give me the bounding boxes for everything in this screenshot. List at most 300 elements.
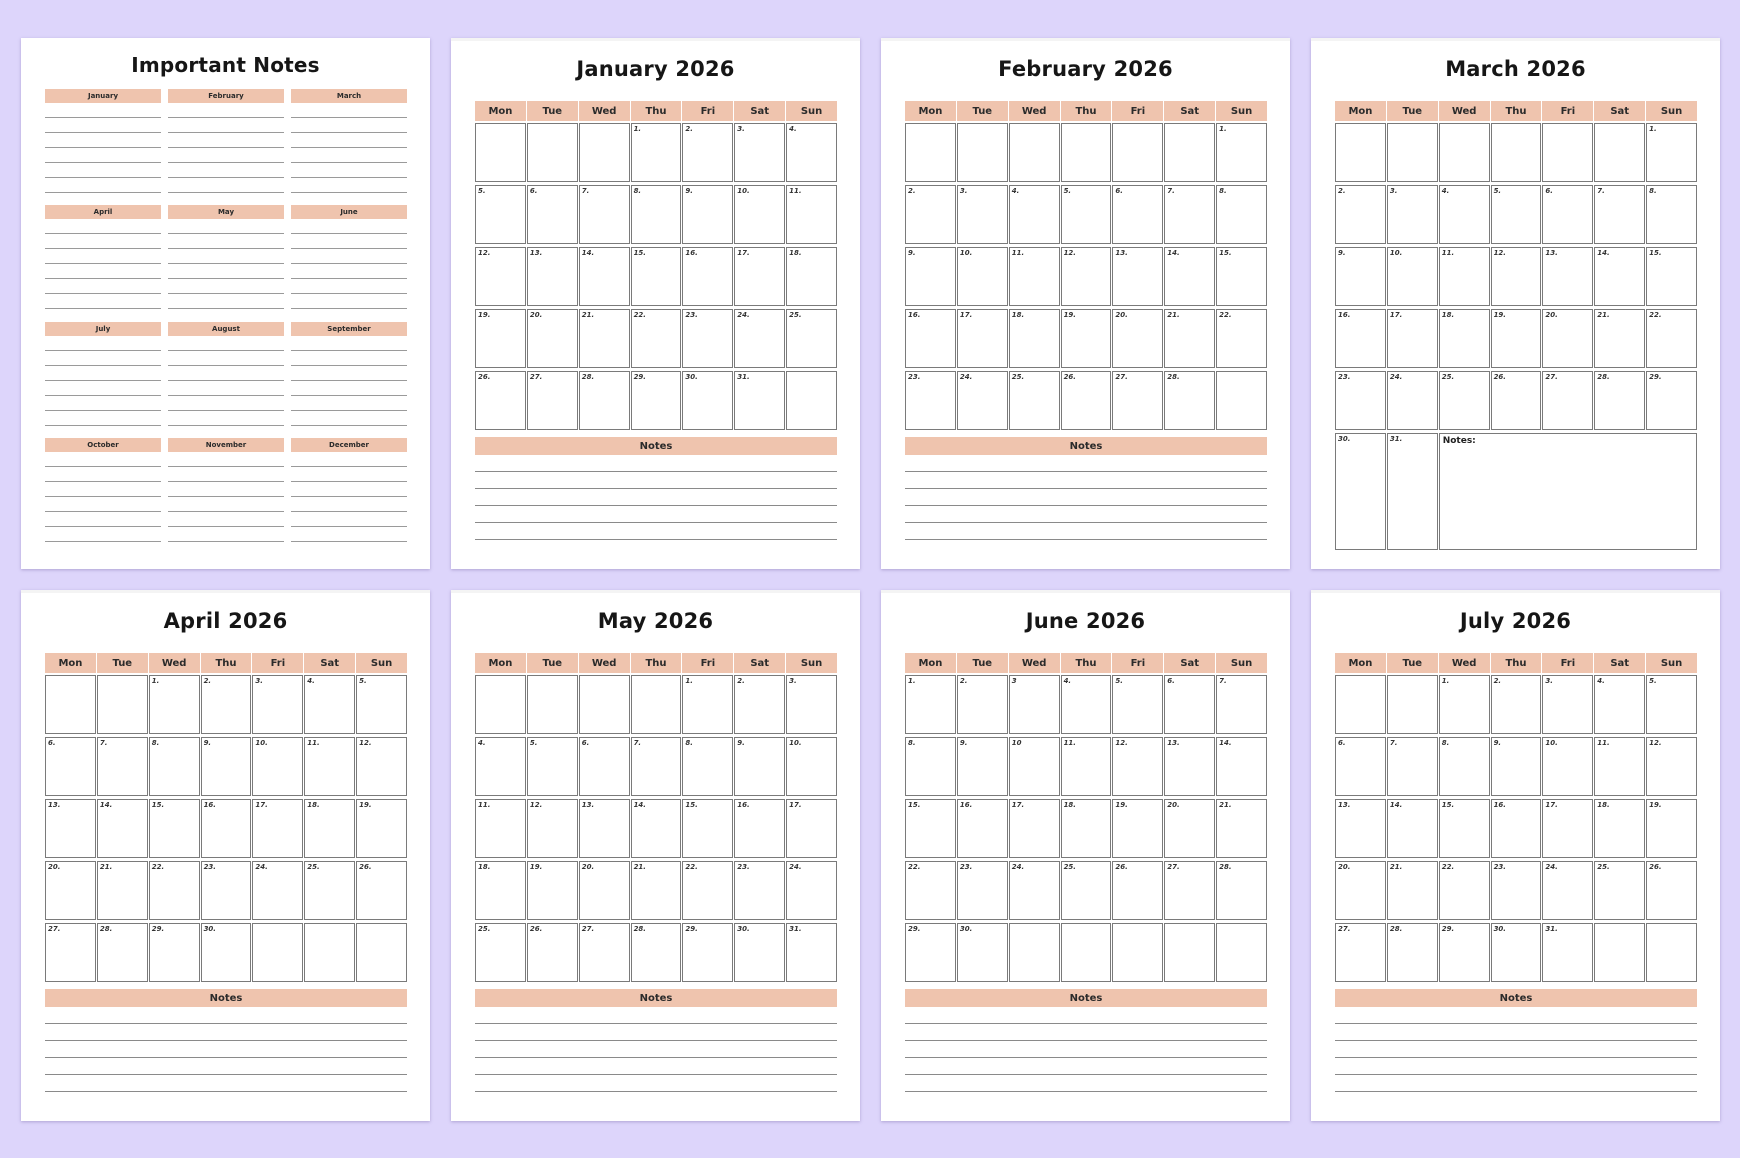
day-number: 29. bbox=[633, 373, 646, 381]
day-cell bbox=[1112, 861, 1163, 920]
day-cell bbox=[1387, 861, 1438, 920]
note-line bbox=[45, 1007, 407, 1024]
day-cell bbox=[475, 185, 526, 244]
day-number: 14. bbox=[1167, 249, 1180, 257]
day-cell bbox=[527, 737, 578, 796]
calendar-grid bbox=[905, 675, 1267, 982]
day-cell bbox=[45, 861, 96, 920]
day-number: 4. bbox=[1597, 677, 1605, 685]
weekday-header: Fri bbox=[682, 653, 733, 673]
day-cell bbox=[786, 247, 837, 306]
day-number: 19. bbox=[1115, 801, 1128, 809]
month-block-header: August bbox=[168, 322, 284, 336]
month-notes-block bbox=[168, 438, 284, 542]
weekday-header: Tue bbox=[957, 101, 1008, 121]
day-cell bbox=[682, 675, 733, 734]
weekday-header: Wed bbox=[1439, 101, 1490, 121]
note-line bbox=[291, 264, 407, 279]
note-line bbox=[45, 178, 161, 193]
day-number: 21. bbox=[1597, 311, 1610, 319]
day-cell bbox=[957, 247, 1008, 306]
weekday-header: Thu bbox=[631, 653, 682, 673]
day-cell bbox=[1112, 371, 1163, 430]
day-number: 16. bbox=[959, 801, 973, 809]
notes-lines bbox=[905, 1007, 1267, 1092]
day-number: 26. bbox=[1493, 373, 1506, 381]
day-cell bbox=[734, 123, 785, 182]
note-line bbox=[168, 279, 284, 294]
day-cell bbox=[304, 861, 355, 920]
month-block-header: May bbox=[168, 205, 284, 219]
day-cell bbox=[631, 737, 682, 796]
day-cell bbox=[1164, 247, 1215, 306]
day-number: 4. bbox=[1063, 677, 1072, 685]
day-cell bbox=[734, 923, 785, 982]
weekday-header: Mon bbox=[45, 653, 96, 673]
day-cell bbox=[905, 923, 956, 982]
day-number: 2. bbox=[959, 677, 968, 685]
day-cell bbox=[1061, 675, 1112, 734]
day-cell bbox=[1335, 433, 1386, 550]
day-cell bbox=[905, 861, 956, 920]
day-number: 28. bbox=[1389, 925, 1403, 933]
note-line bbox=[475, 523, 837, 540]
day-cell bbox=[905, 123, 956, 182]
note-line bbox=[45, 219, 161, 234]
day-cell bbox=[957, 675, 1008, 734]
day-cell bbox=[579, 861, 630, 920]
day-number: 9. bbox=[737, 739, 745, 747]
note-line bbox=[45, 264, 161, 279]
day-number: 27. bbox=[1115, 373, 1128, 381]
weekday-header: Wed bbox=[1009, 653, 1060, 673]
note-line bbox=[1335, 1075, 1697, 1092]
note-line bbox=[168, 264, 284, 279]
day-cell bbox=[1646, 675, 1697, 734]
note-line bbox=[168, 118, 284, 133]
day-cell bbox=[1061, 247, 1112, 306]
day-cell bbox=[734, 247, 785, 306]
day-cell bbox=[786, 309, 837, 368]
day-number: 14. bbox=[581, 249, 595, 257]
note-line bbox=[168, 452, 284, 467]
day-number: 13. bbox=[529, 249, 543, 257]
month-notes-block bbox=[45, 322, 161, 426]
day-cell bbox=[905, 799, 956, 858]
day-cell bbox=[1216, 185, 1267, 244]
day-cell bbox=[786, 861, 837, 920]
day-cell bbox=[682, 123, 733, 182]
day-cell bbox=[1646, 309, 1697, 368]
month-notes-block bbox=[168, 205, 284, 309]
day-cell bbox=[1009, 861, 1060, 920]
notes-header-bar: Notes bbox=[905, 989, 1267, 1007]
day-number: 24. bbox=[789, 863, 802, 871]
notes-cell bbox=[1439, 433, 1697, 550]
day-cell bbox=[734, 185, 785, 244]
day-number: 1. bbox=[633, 125, 642, 133]
note-line bbox=[168, 103, 284, 118]
day-cell bbox=[1542, 247, 1593, 306]
day-cell bbox=[1009, 799, 1060, 858]
day-number: 22. bbox=[908, 863, 921, 871]
day-cell bbox=[1491, 675, 1542, 734]
day-cell bbox=[1646, 371, 1697, 430]
day-cell bbox=[1439, 799, 1490, 858]
note-line bbox=[905, 1075, 1267, 1092]
notes-lines bbox=[475, 455, 837, 540]
day-number: 4. bbox=[1011, 187, 1020, 195]
day-cell bbox=[682, 185, 733, 244]
note-line bbox=[291, 336, 407, 351]
note-line bbox=[45, 249, 161, 264]
weekday-header: Sat bbox=[734, 101, 785, 121]
day-cell bbox=[201, 675, 252, 734]
note-line bbox=[291, 219, 407, 234]
day-cell bbox=[579, 123, 630, 182]
day-cell bbox=[786, 371, 837, 430]
day-number: 7. bbox=[99, 739, 108, 747]
day-number: 7. bbox=[1597, 187, 1605, 195]
note-line bbox=[1335, 1007, 1697, 1024]
note-line bbox=[45, 1058, 407, 1075]
month-title: January 2026 bbox=[576, 57, 735, 81]
notes-header-bar: Notes bbox=[45, 989, 407, 1007]
weekday-header-row bbox=[905, 653, 1267, 673]
day-cell bbox=[1112, 737, 1163, 796]
day-number: 19. bbox=[1063, 311, 1076, 319]
calendar-grid bbox=[475, 123, 837, 430]
day-cell bbox=[786, 185, 837, 244]
day-cell bbox=[1491, 799, 1542, 858]
day-cell bbox=[682, 309, 733, 368]
day-number: 20. bbox=[1545, 311, 1558, 319]
day-number: 13. bbox=[1545, 249, 1558, 257]
day-number: 5. bbox=[359, 677, 367, 685]
day-cell bbox=[957, 737, 1008, 796]
day-cell bbox=[1164, 675, 1215, 734]
day-cell bbox=[1164, 371, 1215, 430]
day-cell bbox=[682, 923, 733, 982]
day-cell bbox=[475, 675, 526, 734]
day-number: 6. bbox=[48, 739, 56, 747]
day-number: 12. bbox=[1493, 249, 1506, 257]
note-line bbox=[45, 103, 161, 118]
day-number: 21. bbox=[1389, 863, 1403, 871]
day-cell bbox=[1061, 799, 1112, 858]
day-cell bbox=[1061, 371, 1112, 430]
day-cell bbox=[527, 799, 578, 858]
day-cell bbox=[252, 799, 303, 858]
day-cell bbox=[905, 185, 956, 244]
weekday-header-row bbox=[1335, 101, 1697, 121]
note-line bbox=[168, 163, 284, 178]
day-cell bbox=[1491, 185, 1542, 244]
day-number: 13. bbox=[581, 801, 595, 809]
note-line bbox=[475, 1007, 837, 1024]
day-cell bbox=[527, 923, 578, 982]
day-number: 16. bbox=[203, 801, 216, 809]
note-line bbox=[291, 178, 407, 193]
calendar-grid bbox=[1335, 675, 1697, 982]
day-cell bbox=[1009, 123, 1060, 182]
day-cell bbox=[1164, 309, 1215, 368]
day-cell bbox=[1387, 675, 1438, 734]
day-cell bbox=[475, 737, 526, 796]
day-number: 22. bbox=[1649, 311, 1662, 319]
note-line bbox=[905, 1058, 1267, 1075]
day-cell bbox=[631, 185, 682, 244]
note-line bbox=[291, 351, 407, 366]
weekday-header: Fri bbox=[682, 101, 733, 121]
day-number: 9. bbox=[203, 739, 212, 747]
day-number: 18. bbox=[1011, 311, 1025, 319]
note-line bbox=[291, 381, 407, 396]
day-number: 13. bbox=[48, 801, 61, 809]
note-line bbox=[168, 527, 284, 542]
day-number: 5. bbox=[1063, 187, 1072, 195]
day-number: 3. bbox=[959, 187, 968, 195]
note-line bbox=[168, 396, 284, 411]
month-block-header: January bbox=[45, 89, 161, 103]
day-cell bbox=[905, 309, 956, 368]
day-cell bbox=[1594, 123, 1645, 182]
notes-lines bbox=[1335, 1007, 1697, 1092]
day-number: 16. bbox=[908, 311, 921, 319]
day-cell bbox=[1542, 185, 1593, 244]
day-number: 8. bbox=[908, 739, 916, 747]
weekday-header: Sun bbox=[1216, 653, 1267, 673]
day-cell bbox=[527, 185, 578, 244]
note-line bbox=[291, 103, 407, 118]
day-number: 19. bbox=[1649, 801, 1662, 809]
day-number: 12. bbox=[359, 739, 372, 747]
day-cell bbox=[905, 675, 956, 734]
day-number: 12. bbox=[1115, 739, 1128, 747]
weekday-header: Thu bbox=[631, 101, 682, 121]
note-line bbox=[45, 234, 161, 249]
day-number: 26. bbox=[529, 925, 543, 933]
day-cell bbox=[1164, 923, 1215, 982]
day-cell bbox=[1439, 923, 1490, 982]
weekday-header: Sun bbox=[786, 653, 837, 673]
day-cell bbox=[1439, 185, 1490, 244]
day-number: 17. bbox=[255, 801, 268, 809]
day-number: 24. bbox=[1545, 863, 1558, 871]
day-number: 29. bbox=[151, 925, 165, 933]
weekday-header: Tue bbox=[527, 653, 578, 673]
day-cell bbox=[149, 675, 200, 734]
note-line bbox=[291, 366, 407, 381]
day-cell bbox=[1061, 861, 1112, 920]
day-number: 1. bbox=[1649, 125, 1657, 133]
day-number: 22. bbox=[1219, 311, 1232, 319]
day-number: 25. bbox=[1063, 863, 1076, 871]
day-cell bbox=[734, 675, 785, 734]
day-number: 22. bbox=[1441, 863, 1455, 871]
day-cell bbox=[1164, 185, 1215, 244]
day-cell bbox=[786, 923, 837, 982]
day-cell bbox=[1491, 123, 1542, 182]
day-cell bbox=[1594, 861, 1645, 920]
day-number: 15. bbox=[1441, 801, 1455, 809]
day-cell bbox=[97, 861, 148, 920]
day-number: 22. bbox=[685, 863, 698, 871]
day-number: 16. bbox=[1338, 311, 1351, 319]
day-cell bbox=[1216, 123, 1267, 182]
note-line bbox=[1335, 1024, 1697, 1041]
day-cell bbox=[1009, 737, 1060, 796]
day-number: 17. bbox=[737, 249, 750, 257]
day-number: 18. bbox=[1441, 311, 1455, 319]
month-title: May 2026 bbox=[597, 609, 714, 633]
day-number: 4. bbox=[1441, 187, 1450, 195]
day-number: 13. bbox=[1115, 249, 1128, 257]
day-cell bbox=[579, 799, 630, 858]
day-cell bbox=[579, 371, 630, 430]
day-cell bbox=[356, 861, 407, 920]
day-cell bbox=[1387, 185, 1438, 244]
day-number: 7. bbox=[1389, 739, 1398, 747]
day-number: 10. bbox=[737, 187, 750, 195]
month-notes-block bbox=[291, 205, 407, 309]
weekday-header-row bbox=[1335, 653, 1697, 673]
day-cell bbox=[1009, 923, 1060, 982]
day-number: 9. bbox=[1338, 249, 1346, 257]
weekday-header: Thu bbox=[1491, 101, 1542, 121]
day-cell bbox=[1439, 861, 1490, 920]
day-number: 4. bbox=[307, 677, 315, 685]
day-number: 28. bbox=[633, 925, 646, 933]
day-number: 27. bbox=[1545, 373, 1558, 381]
day-cell bbox=[1216, 309, 1267, 368]
day-cell bbox=[1491, 861, 1542, 920]
month-calendar-page bbox=[21, 590, 430, 1121]
day-number: 30. bbox=[737, 925, 750, 933]
note-line bbox=[45, 512, 161, 527]
month-title: February 2026 bbox=[998, 57, 1173, 81]
note-line bbox=[168, 411, 284, 426]
day-cell bbox=[1216, 247, 1267, 306]
day-cell bbox=[579, 185, 630, 244]
day-number: 1. bbox=[685, 677, 693, 685]
day-cell bbox=[786, 799, 837, 858]
month-notes-block bbox=[168, 89, 284, 193]
month-notes-block bbox=[291, 89, 407, 193]
notes-header-bar: Notes bbox=[475, 989, 837, 1007]
note-line bbox=[475, 506, 837, 523]
day-number: 4. bbox=[789, 125, 797, 133]
day-number: 3. bbox=[1545, 677, 1553, 685]
month-block-header: November bbox=[168, 438, 284, 452]
day-cell bbox=[1594, 923, 1645, 982]
note-line bbox=[168, 294, 284, 309]
day-number: 19. bbox=[359, 801, 372, 809]
day-cell bbox=[1335, 923, 1386, 982]
month-notes-block bbox=[168, 322, 284, 426]
note-line bbox=[905, 1007, 1267, 1024]
day-cell bbox=[201, 861, 252, 920]
day-cell bbox=[1491, 309, 1542, 368]
day-number: 1. bbox=[151, 677, 160, 685]
day-number: 27. bbox=[48, 925, 61, 933]
day-number: 30. bbox=[685, 373, 698, 381]
day-cell bbox=[97, 675, 148, 734]
day-cell bbox=[527, 309, 578, 368]
month-title: April 2026 bbox=[163, 609, 288, 633]
day-number: 22. bbox=[633, 311, 646, 319]
day-number: 25. bbox=[1441, 373, 1455, 381]
day-number: 21. bbox=[581, 311, 595, 319]
notes-lines bbox=[475, 1007, 837, 1092]
day-number: 28. bbox=[1597, 373, 1610, 381]
day-cell bbox=[475, 247, 526, 306]
day-cell bbox=[1542, 123, 1593, 182]
day-number: 28. bbox=[1167, 373, 1180, 381]
day-number: 10. bbox=[789, 739, 802, 747]
day-cell bbox=[1439, 247, 1490, 306]
day-number: 30. bbox=[959, 925, 973, 933]
notes-lines bbox=[45, 1007, 407, 1092]
day-cell bbox=[1216, 799, 1267, 858]
note-line bbox=[291, 411, 407, 426]
day-cell bbox=[957, 309, 1008, 368]
day-number: 5. bbox=[529, 739, 538, 747]
day-cell bbox=[1594, 737, 1645, 796]
day-cell bbox=[1164, 799, 1215, 858]
weekday-header: Fri bbox=[1542, 653, 1593, 673]
day-number: 9. bbox=[1493, 739, 1502, 747]
weekday-header: Mon bbox=[1335, 653, 1386, 673]
day-cell bbox=[1112, 923, 1163, 982]
weekday-header: Mon bbox=[475, 101, 526, 121]
day-cell bbox=[734, 371, 785, 430]
day-number: 20. bbox=[529, 311, 543, 319]
month-block-header: July bbox=[45, 322, 161, 336]
note-line bbox=[45, 411, 161, 426]
day-number: 29. bbox=[1441, 925, 1455, 933]
day-number: 19. bbox=[1493, 311, 1506, 319]
calendar-grid bbox=[1335, 123, 1697, 550]
note-line bbox=[905, 1041, 1267, 1058]
month-block-header: February bbox=[168, 89, 284, 103]
day-number: 23. bbox=[908, 373, 921, 381]
day-number: 24. bbox=[737, 311, 750, 319]
day-number: 12. bbox=[478, 249, 491, 257]
note-line bbox=[45, 452, 161, 467]
note-line bbox=[168, 351, 284, 366]
day-number: 16. bbox=[737, 801, 750, 809]
day-number: 21. bbox=[99, 863, 113, 871]
day-number: 3. bbox=[789, 677, 797, 685]
day-cell bbox=[97, 923, 148, 982]
note-line bbox=[168, 249, 284, 264]
month-calendar-page bbox=[881, 38, 1290, 569]
day-cell bbox=[734, 861, 785, 920]
day-number: 30. bbox=[203, 925, 216, 933]
day-cell bbox=[957, 861, 1008, 920]
weekday-header: Tue bbox=[527, 101, 578, 121]
note-line bbox=[475, 472, 837, 489]
day-cell bbox=[1112, 185, 1163, 244]
note-line bbox=[45, 163, 161, 178]
day-cell bbox=[1335, 185, 1386, 244]
day-number: 13. bbox=[1338, 801, 1351, 809]
day-number: 8. bbox=[1219, 187, 1227, 195]
note-line bbox=[45, 482, 161, 497]
note-line bbox=[291, 482, 407, 497]
day-cell bbox=[1646, 737, 1697, 796]
